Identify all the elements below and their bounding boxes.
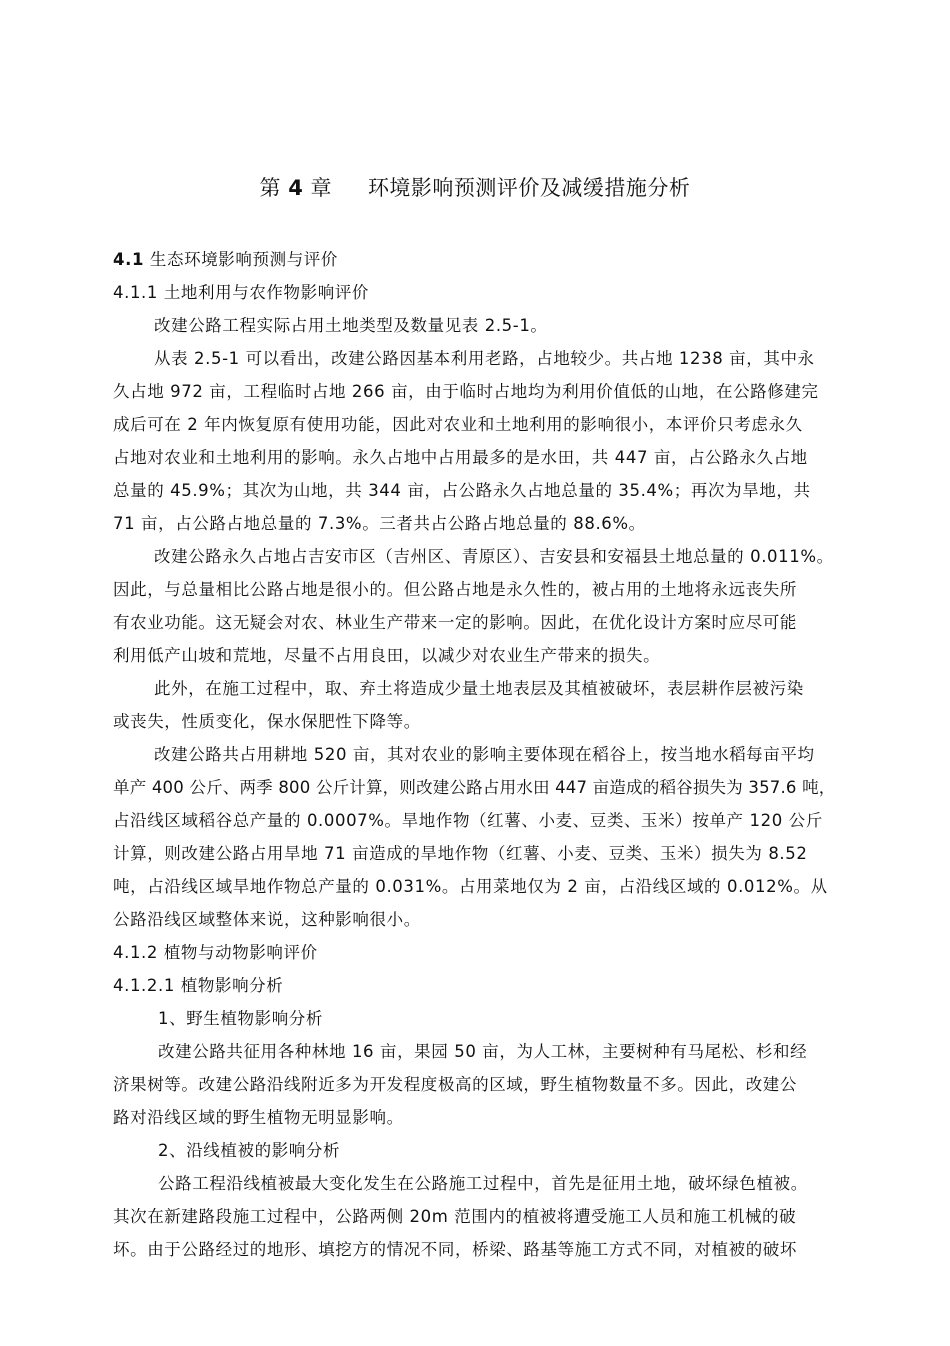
paragraph-line: 71 亩，占公路占地总量的 7.3%。三者共占公路占地总量的 88.6%。: [113, 514, 646, 533]
section-heading-4-1-2-1: 4.1.2.1 植物影响分析: [113, 976, 284, 995]
chapter-prefix: 第: [259, 176, 282, 200]
chapter-text: 环境影响预测评价及减缓措施分析: [367, 176, 691, 200]
subheading-wild-plants: 1、野生植物影响分析: [158, 1009, 323, 1028]
paragraph-line: 占沿线区域稻谷总产量的 0.0007%。旱地作物（红薯、小麦、豆类、玉米）按单产 120 公斤: [113, 811, 823, 830]
paragraph-line: 总量的 45.9%；其次为山地，共 344 亩，占公路永久占地总量的 35.4%；再次为旱地，共: [113, 481, 811, 500]
paragraph-line: 利用低产山坡和荒地，尽量不占用良田，以减少对农业生产带来的损失。: [113, 646, 661, 665]
paragraph-line: 吨，占沿线区域旱地作物总产量的 0.031%。占用菜地仅为 2 亩，占沿线区域的 0.012%。从: [113, 877, 828, 896]
paragraph-line: 有农业功能。这无疑会对农、林业生产带来一定的影响。因此，在优化设计方案时应尽可能: [113, 613, 797, 632]
paragraph-line: 计算，则改建公路占用旱地 71 亩造成的旱地作物（红薯、小麦、豆类、玉米）损失为 8.52: [113, 844, 808, 863]
section-heading-4-1: [113, 250, 338, 270]
section-heading-4-1-2: 4.1.2 植物与动物影响评价: [113, 943, 318, 962]
chapter-number: 4: [288, 176, 304, 200]
paragraph-line: 占地对农业和土地利用的影响。永久占地中占用最多的是水田，共 447 亩，占公路永久占地: [113, 448, 808, 467]
paragraph-line: 其次在新建路段施工过程中，公路两侧 20m 范围内的植被将遭受施工人员和施工机械的破: [113, 1207, 797, 1226]
paragraph-line: 从表 2.5-1 可以看出，改建公路因基本利用老路，占地较少。共占地 1238 亩，其中永: [154, 349, 815, 368]
paragraph-line: 因此，与总量相比公路占地是很小的。但公路占地是永久性的，被占用的土地将永远丧失所: [113, 580, 797, 599]
paragraph-line: 久占地 972 亩，工程临时占地 266 亩，由于临时占地均为利用价值低的山地，在公路修建完: [113, 382, 819, 401]
section-title: 生态环境影响预测与评价: [149, 250, 338, 269]
chapter-suffix: 章: [310, 176, 333, 200]
subheading-vegetation: 2、沿线植被的影响分析: [158, 1141, 341, 1160]
chapter-title: [0, 172, 950, 202]
section-number: 4.1: [113, 250, 145, 269]
section-heading-4-1-1: 4.1.1 土地利用与农作物影响评价: [113, 283, 370, 302]
paragraph-line: 改建公路永久占地占吉安市区（吉州区、青原区）、吉安县和安福县土地总量的 0.011%。: [154, 547, 834, 566]
paragraph-line: 济果树等。改建公路沿线附近多为开发程度极高的区域，野生植物数量不多。因此，改建公: [113, 1075, 797, 1094]
paragraph-line: 改建公路共征用各种林地 16 亩，果园 50 亩，为人工林，主要树种有马尾松、杉和经: [158, 1042, 808, 1061]
paragraph-line: 改建公路工程实际占用土地类型及数量见表 2.5-1。: [154, 316, 548, 335]
paragraph-line: 公路工程沿线植被最大变化发生在公路施工过程中，首先是征用土地，破坏绿色植被。: [158, 1174, 808, 1193]
paragraph-line: 成后可在 2 年内恢复原有使用功能，因此对农业和土地利用的影响很小，本评价只考虑永久: [113, 415, 803, 434]
paragraph-line: 改建公路共占用耕地 520 亩，其对农业的影响主要体现在稻谷上，按当地水稻每亩平均: [154, 745, 815, 764]
paragraph-line: 公路沿线区域整体来说，这种影响很小。: [113, 910, 421, 929]
paragraph-line: 坏。由于公路经过的地形、填挖方的情况不同，桥梁、路基等施工方式不同，对植被的破坏: [113, 1240, 797, 1259]
paragraph-line: 路对沿线区域的野生植物无明显影响。: [113, 1108, 404, 1127]
paragraph-line: 此外，在施工过程中，取、弃土将造成少量土地表层及其植被破坏，表层耕作层被污染: [154, 679, 804, 698]
paragraph-line: 单产 400 公斤、两季 800 公斤计算，则改建公路占用水田 447 亩造成的稻谷损失为 357.6 吨，: [113, 778, 836, 797]
paragraph-line: 或丧失，性质变化，保水保肥性下降等。: [113, 712, 421, 731]
